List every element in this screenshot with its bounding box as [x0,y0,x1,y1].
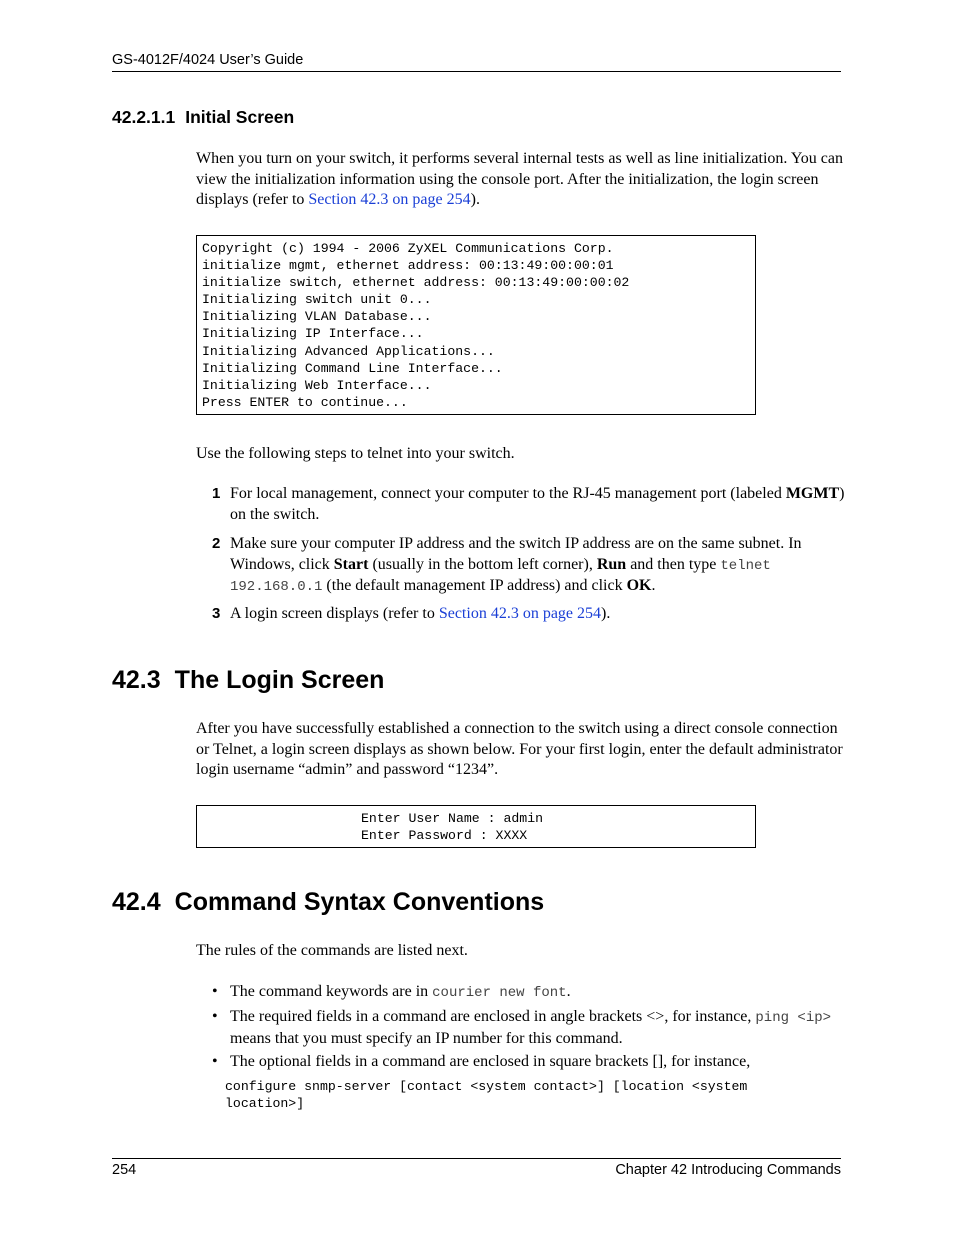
section-heading [112,888,544,917]
subsection-title: Initial Screen [185,107,295,127]
intro-text-end: ). [470,191,480,209]
section-link[interactable]: Section 42.3 on page 254 [308,191,471,209]
step-bold: MGMT [785,485,840,502]
step-text: Make sure your computer IP address and the switch IP address are on the same subnet. In Windows, click [230,535,802,573]
header-rule [112,71,841,72]
step-text: and then type [626,555,721,573]
initial-screen-intro [196,149,846,211]
bullet-item [196,1007,846,1049]
step-text: A login screen displays (refer to [230,605,439,622]
step-text: ). [601,605,611,622]
console-line: Initializing Command Line Interface... [202,360,503,376]
step-text: (the default management IP address) and click [322,577,627,595]
console-line: Copyright (c) 1994 - 2006 ZyXEL Communications Corp. [202,241,614,256]
page-number: 254 [112,1162,137,1178]
telnet-intro: Use the following steps to telnet into your switch. [196,445,515,462]
step-text: ) on the switch. [230,485,845,523]
console-line: initialize switch, ethernet address: 00:13:49:00:00:02 [202,275,630,291]
syntax-intro: The rules of the commands are listed next. [196,942,468,959]
console-line: Initializing switch unit 0... [202,292,432,308]
console-line: Initializing IP Interface... [202,326,424,342]
console-line: initialize mgmt, ethernet address: 00:13:49:00:00:01 [202,258,614,274]
inline-code: telnet 192.168.0.1 [230,557,771,596]
section-link[interactable]: Section 42.3 on page 254 [438,605,602,622]
login-line: Enter Password : XXXX [361,828,528,844]
section-title: Command Syntax Conventions [174,888,545,916]
bullet-item [196,1052,846,1073]
step-item [196,534,846,598]
step-bold: Run [596,555,627,573]
login-intro: After you have successfully established a connection to the switch using a direct console connection or Telnet, a login screen displays as shown below. For your first login, enter the default administrator login username “admin” and password “1234”. [196,720,843,779]
subsection-heading [112,107,294,128]
step-text: . [651,577,656,595]
step-text: (usually in the bottom left corner), [368,555,597,573]
bullet-dot: • [212,1008,218,1025]
running-header: GS-4012F/4024 User’s Guide [112,52,304,68]
bullet-dot: • [212,1053,218,1070]
bullet-text: The command keywords are in [230,983,433,1000]
example-line: location>] [225,1096,305,1112]
step-text: For local management, connect your computer to the RJ-45 management port (labeled [230,485,786,502]
step-item [196,604,846,625]
step-number: 3 [212,605,221,622]
subsection-number: 42.2.1.1 [112,107,176,127]
step-number: 1 [212,485,221,502]
console-output-box [196,235,756,415]
login-screen-box [196,805,756,848]
bullet-text: The required fields in a command are enclosed in angle brackets <>, for instance, [230,1008,756,1025]
bullet-text: means that you must specify an IP number for this command. [230,1029,623,1047]
console-line: Initializing Advanced Applications... [202,343,495,359]
section-title: The Login Screen [174,666,385,694]
chapter-title: Chapter 42 Introducing Commands [615,1162,841,1178]
intro-text: When you turn on your switch, it performs several internal tests as well as line initialization. You can view the initialization information using the console port. After the initialization, the login screen displays (refer to [196,150,843,209]
login-line: Enter User Name : admin [361,811,544,826]
inline-code: ping <ip> [755,1010,832,1026]
example-line: configure snmp-server [contact <system contact>] [location <system [225,1079,748,1094]
bullet-dot: • [212,983,218,1000]
bullet-item [196,982,846,1004]
footer-rule [112,1158,841,1159]
example-command [225,1078,747,1112]
console-line: Initializing Web Interface... [202,377,432,393]
console-line: Initializing VLAN Database... [202,309,432,325]
section-heading [112,666,384,695]
step-bold: Start [333,555,369,573]
section-number: 42.3 [112,666,161,694]
bullet-text: . [566,983,571,1000]
inline-code: courier new font [432,985,567,1001]
step-number: 2 [212,535,221,552]
step-bold: OK [626,577,652,595]
section-number: 42.4 [112,888,161,916]
step-item [196,484,846,525]
bullet-text: The optional fields in a command are enclosed in square brackets [], for instance, [230,1053,751,1070]
console-line: Press ENTER to continue... [202,394,408,410]
